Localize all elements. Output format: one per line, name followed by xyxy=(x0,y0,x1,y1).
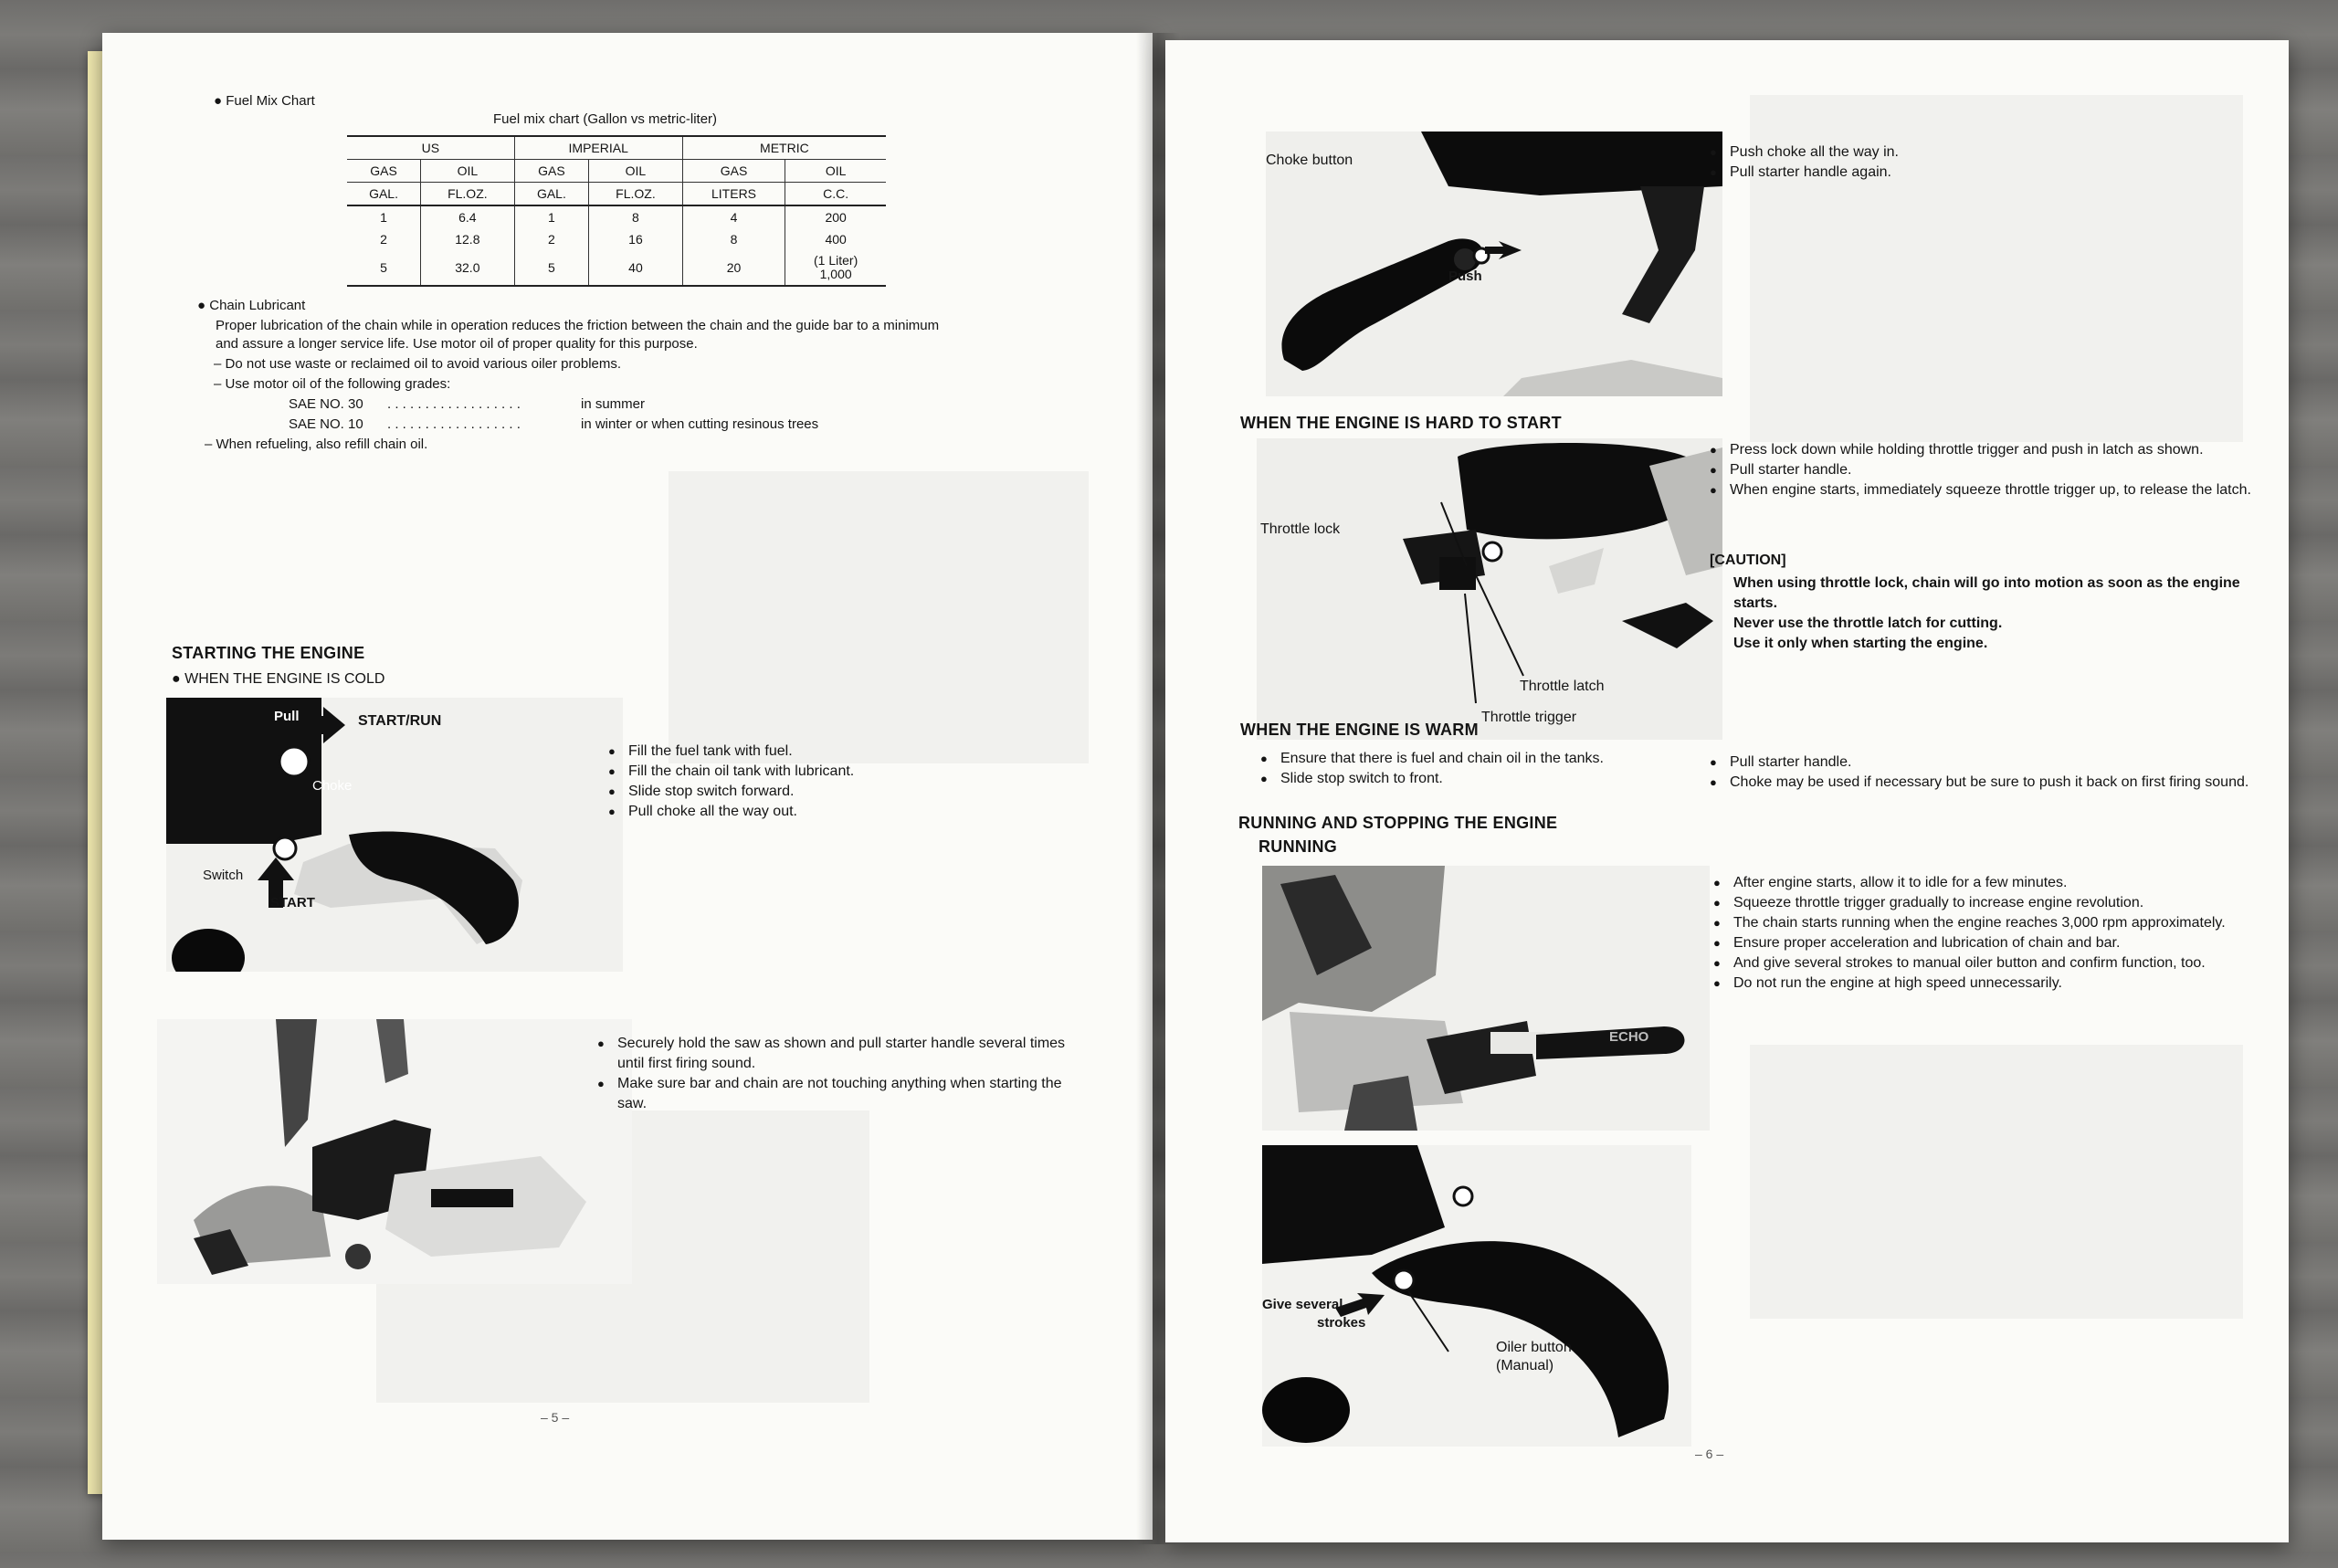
table-cell: 400 xyxy=(785,228,886,250)
table-cell: 200 xyxy=(785,205,886,228)
label-choke: Choke xyxy=(312,778,353,794)
table-unit: GAL. xyxy=(347,183,421,206)
table-group-us: US xyxy=(347,136,514,160)
list-item: ● Slide stop switch to front. xyxy=(1260,769,1604,789)
list-item: ● The chain starts running when the engine reaches 3,000 rpm approximately. xyxy=(1713,913,2270,933)
list-item: ● Pull choke all the way out. xyxy=(608,802,854,822)
label-switch: Switch xyxy=(203,868,244,883)
list-item: ● Press lock down while holding throttle trigger and push in latch as shown. xyxy=(1710,440,2267,460)
oiler-button-illustration xyxy=(1262,1145,1691,1447)
table-unit: GAL. xyxy=(514,183,588,206)
caution-line: Use it only when starting the engine. xyxy=(1733,636,1988,651)
oil-grade-use: in winter or when cutting resinous trees xyxy=(581,416,819,432)
label-strokes: strokes xyxy=(1317,1315,1366,1331)
lube-paragraph: Proper lubrication of the chain while in operation reduces the friction between the chain and the guide bar to a minimum xyxy=(216,318,940,333)
throttle-latch-illustration xyxy=(1257,438,1722,740)
table-row xyxy=(347,228,886,250)
table-row xyxy=(347,250,886,286)
label-choke-button: Choke button xyxy=(1266,153,1353,168)
table-cell: 4 xyxy=(682,205,785,228)
lube-note: – Do not use waste or reclaimed oil to avoid various oiler problems. xyxy=(214,356,622,372)
table-cell: 8 xyxy=(682,228,785,250)
list-item: ● Pull starter handle again. xyxy=(1710,163,1899,183)
table-unit: FL.OZ. xyxy=(589,183,683,206)
choke-pull-illustration-art xyxy=(166,698,623,972)
oil-grade-leader: . . . . . . . . . . . . . . . . . . xyxy=(387,416,521,432)
list-item: ● Ensure that there is fuel and chain oil in the tanks. xyxy=(1260,749,1604,769)
throttle-latch-illustration-art xyxy=(1257,438,1722,740)
starting-heading: STARTING THE ENGINE xyxy=(172,644,365,662)
table-cell: 32.0 xyxy=(421,250,515,286)
bleed-through xyxy=(669,471,1089,763)
label-manual: (Manual) xyxy=(1496,1358,1554,1373)
list-item: ● Make sure bar and chain are not touching anything when starting the saw. xyxy=(597,1074,1072,1114)
table-cell: 1 xyxy=(514,205,588,228)
table-group-imperial: IMPERIAL xyxy=(514,136,682,160)
running-saw-illustration-art xyxy=(1262,866,1710,1131)
table-cell: 5 xyxy=(514,250,588,286)
table-header: OIL xyxy=(589,160,683,183)
table-unit: LITERS xyxy=(682,183,785,206)
lube-paragraph: and assure a longer service life. Use motor oil of proper quality for this purpose. xyxy=(216,336,698,352)
oiler-button-illustration-art xyxy=(1262,1145,1691,1447)
lube-note: – When refueling, also refill chain oil. xyxy=(205,437,428,452)
label-throttle-lock: Throttle lock xyxy=(1260,521,1341,537)
page-number: – 6 – xyxy=(1695,1447,1724,1461)
caution-text xyxy=(1733,574,2263,654)
fuel-table-caption: Fuel mix chart (Gallon vs metric-liter) xyxy=(493,111,718,127)
list-item: ● Slide stop switch forward. xyxy=(608,782,854,802)
label-pull: Pull xyxy=(274,709,300,724)
fuel-mix-table xyxy=(347,135,886,287)
list-item: ● And give several strokes to manual oiler button and confirm function, too. xyxy=(1713,953,2270,973)
page-number: – 5 – xyxy=(541,1410,570,1425)
hard-start-steps xyxy=(1710,440,2267,500)
lube-note: – Use motor oil of the following grades: xyxy=(214,376,451,392)
hold-saw-steps xyxy=(597,1034,1072,1114)
list-item: ● Do not run the engine at high speed unnecessarily. xyxy=(1713,973,2270,994)
table-row xyxy=(347,205,886,228)
list-item: ● Pull starter handle. xyxy=(1710,460,2267,480)
table-cell: 16 xyxy=(589,228,683,250)
label-oiler-button: Oiler button xyxy=(1496,1340,1572,1355)
choke-push-illustration-art xyxy=(1266,132,1722,396)
bleed-through xyxy=(1750,1045,2243,1319)
table-cell: 8 xyxy=(589,205,683,228)
running-saw-illustration xyxy=(1262,866,1710,1131)
warm-steps-right xyxy=(1710,752,2267,793)
label-start-run: START/RUN xyxy=(358,713,442,729)
table-cell: 40 xyxy=(589,250,683,286)
running-subheading: RUNNING xyxy=(1259,837,1338,856)
label-give-several: Give several xyxy=(1262,1297,1343,1312)
choke-push-illustration xyxy=(1266,132,1722,396)
table-unit: C.C. xyxy=(785,183,886,206)
label-push: Push xyxy=(1448,268,1482,284)
cold-start-steps xyxy=(608,742,854,822)
label-throttle-latch: Throttle latch xyxy=(1520,679,1605,694)
table-group-metric: METRIC xyxy=(682,136,886,160)
list-item: ● When engine starts, immediately squeeze throttle trigger up, to release the latch. xyxy=(1710,480,2267,500)
table-header: GAS xyxy=(682,160,785,183)
table-cell: 12.8 xyxy=(421,228,515,250)
manual-page-5 xyxy=(102,33,1153,1540)
table-cell: (1 Liter) 1,000 xyxy=(785,250,886,286)
list-item: ● Choke may be used if necessary but be sure to push it back on first firing sound. xyxy=(1710,773,2267,793)
table-cell: 1 xyxy=(380,210,387,225)
warm-steps-left xyxy=(1260,749,1604,789)
cold-heading: ● WHEN THE ENGINE IS COLD xyxy=(172,671,385,687)
bar-brand-label: ECHO xyxy=(1609,1029,1649,1045)
table-header: OIL xyxy=(421,160,515,183)
oil-grade-use: in summer xyxy=(581,396,646,412)
table-header: OIL xyxy=(785,160,886,183)
caution-line: Never use the throttle latch for cutting. xyxy=(1733,616,2003,631)
list-item: ● Push choke all the way in. xyxy=(1710,142,1899,163)
fuel-section-label: ● Fuel Mix Chart xyxy=(214,93,315,109)
label-throttle-trigger: Throttle trigger xyxy=(1481,710,1577,725)
table-header: GAS xyxy=(514,160,588,183)
oil-grade-leader: . . . . . . . . . . . . . . . . . . xyxy=(387,396,521,412)
running-heading: RUNNING AND STOPPING THE ENGINE xyxy=(1238,814,1558,832)
list-item: ● Fill the chain oil tank with lubricant. xyxy=(608,762,854,782)
hard-start-heading: WHEN THE ENGINE IS HARD TO START xyxy=(1240,414,1562,432)
hold-saw-illustration xyxy=(157,1019,632,1284)
running-steps xyxy=(1713,873,2270,994)
choke-push-steps xyxy=(1710,142,1899,183)
list-item: ● Securely hold the saw as shown and pull starter handle several times until first firing sound. xyxy=(597,1034,1072,1074)
choke-pull-illustration xyxy=(166,698,623,972)
oil-grade-label: SAE NO. 10 xyxy=(289,416,363,432)
lube-title: ● Chain Lubricant xyxy=(197,298,306,313)
list-item: ● After engine starts, allow it to idle for a few minutes. xyxy=(1713,873,2270,893)
manual-page-6 xyxy=(1165,40,2289,1542)
caution-line: When using throttle lock, chain will go into motion as soon as the engine starts. xyxy=(1733,575,2240,611)
list-item: ● Pull starter handle. xyxy=(1710,752,2267,773)
table-cell: 2 xyxy=(514,228,588,250)
table-cell: 5 xyxy=(347,250,421,286)
warm-heading: WHEN THE ENGINE IS WARM xyxy=(1240,721,1479,739)
table-cell: 20 xyxy=(682,250,785,286)
list-item: ● Squeeze throttle trigger gradually to increase engine revolution. xyxy=(1713,893,2270,913)
list-item: ● Fill the fuel tank with fuel. xyxy=(608,742,854,762)
label-start: START xyxy=(270,895,315,910)
table-cell: 6.4 xyxy=(421,205,515,228)
hold-saw-illustration-art xyxy=(157,1019,632,1284)
oil-grade-label: SAE NO. 30 xyxy=(289,396,363,412)
list-item: ● Ensure proper acceleration and lubrication of chain and bar. xyxy=(1713,933,2270,953)
table-cell: 2 xyxy=(380,232,387,247)
caution-title: [CAUTION] xyxy=(1710,552,1786,568)
table-unit: FL.OZ. xyxy=(421,183,515,206)
table-header: GAS xyxy=(347,160,421,183)
